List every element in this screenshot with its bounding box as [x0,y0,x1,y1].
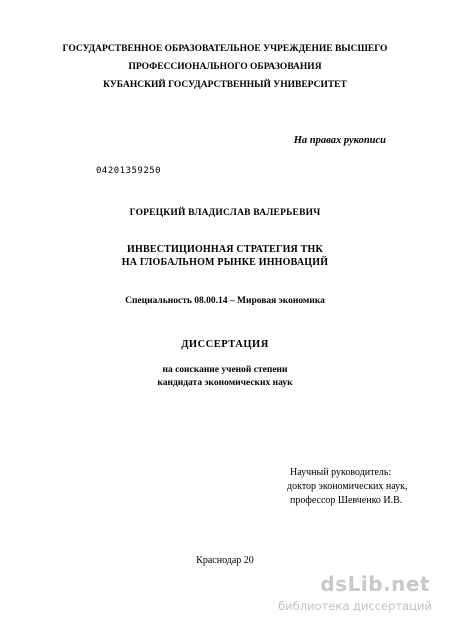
supervisor-block [287,466,408,508]
watermark [266,572,442,616]
degree-line-1: на соискание ученой степени [162,365,288,375]
institution-line-1: ГОСУДАРСТВЕННОЕ ОБРАЗОВАТЕЛЬНОЕ УЧРЕЖДЕНИЕ ВЫСШЕГО [62,44,388,54]
city-year: Краснодар 20 [196,555,254,566]
watermark-subtitle: библиотека диссертаций [278,599,432,613]
specialty: Специальность 08.00.14 – Мировая экономика [125,296,325,306]
institution-line-3: КУБАНСКИЙ ГОСУДАРСТВЕННЫЙ УНИВЕРСИТЕТ [103,80,347,90]
document-type: ДИССЕРТАЦИЯ [181,339,269,350]
title-line-1: ИНВЕСТИЦИОННАЯ СТРАТЕГИЯ ТНК [127,244,323,255]
author-name: ГОРЕЦКИЙ ВЛАДИСЛАВ ВАЛЕРЬЕВИЧ [129,208,321,218]
title-line-2: НА ГЛОБАЛЬНОМ РЫНКЕ ИННОВАЦИЙ [121,257,329,268]
supervisor-line-3: профессор Шевченко И.В. [290,495,403,506]
supervisor-line-2: доктор экономических наук, [287,481,408,492]
document-code: 04201359250 [96,166,162,176]
supervisor-line-1: Научный руководитель: [290,467,392,478]
degree-line-2: кандидата экономических наук [157,378,293,388]
institution-line-2: ПРОФЕССИОНАЛЬНОГО ОБРАЗОВАНИЯ [128,62,322,72]
watermark-logo: dsLib.net [320,572,430,596]
manuscript-note: На правах рукописи [293,135,386,146]
